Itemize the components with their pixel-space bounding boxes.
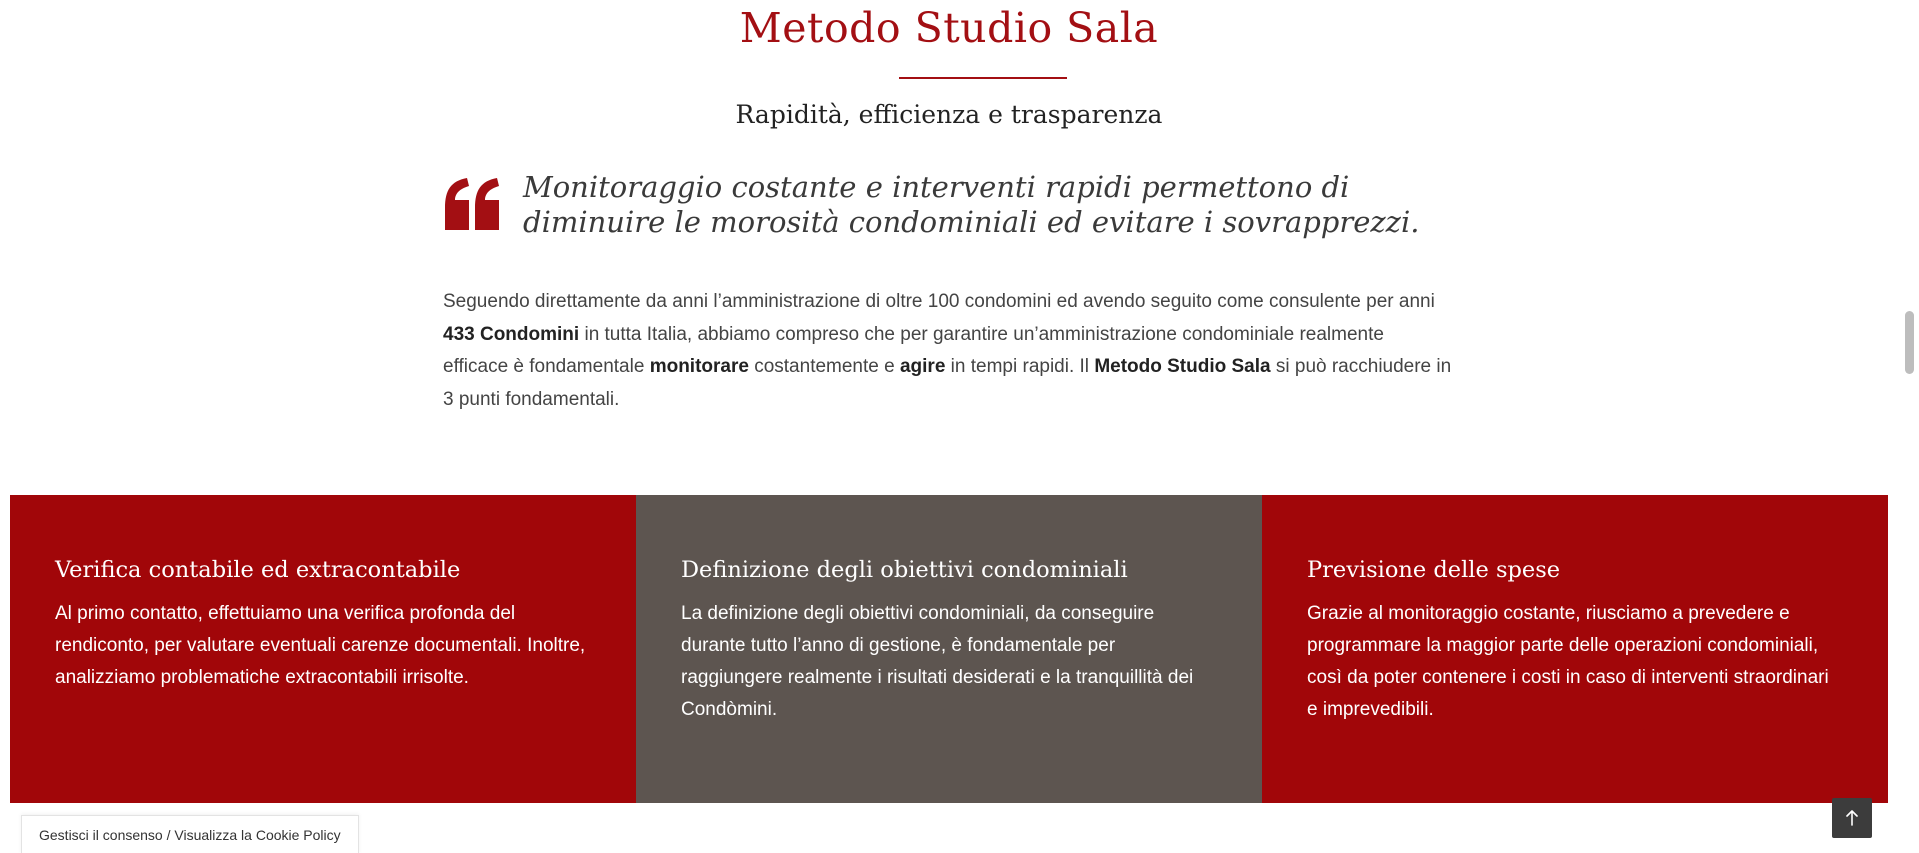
intro-text-2: in tutta Italia, abbiamo compreso che per garantire un’amministrazione condominiale realmente efficace è fondamentale [443,323,1384,377]
intro-bold-monitorare: monitorare [649,356,749,377]
quote-icon [443,178,501,230]
section-title: Metodo Studio Sala [739,4,1159,52]
intro-text-4: in tempi rapidi. Il [945,356,1095,377]
feature-verifica [10,495,636,803]
feature-obiettivi [636,495,1262,803]
quote-block [443,170,1453,250]
intro-text-5: si può racchiudere in 3 punti fondamentali. [443,356,1452,410]
intro-text-3: costantemente e [748,356,900,377]
feature-title: Previsione delle spese [1307,557,1561,583]
title-divider [899,77,1067,79]
intro-text-1: Seguendo direttamente da anni l’amministrazione di oltre 100 condomini ed avendo seguito come consulente per anni [443,291,1435,312]
back-to-top-button[interactable] [1832,798,1872,838]
feature-text: Al primo contatto, effettuiamo una verifica profonda del rendiconto, per valutare eventuali carenze documentali. Inoltre, analizziamo problematiche extracontabili irrisolte. [55,603,586,688]
scrollbar-thumb[interactable] [1905,311,1914,374]
intro-paragraph [443,286,1453,416]
features-row [10,495,1888,803]
section-subtitle: Rapidità, efficienza e trasparenza [735,100,1163,129]
intro-bold-metodo: Metodo Studio Sala [1094,356,1271,377]
intro-bold-condomini: 433 Condomini [443,323,580,345]
cookie-consent-button[interactable]: Gestisci il consenso / Visualizza la Cookie Policy [21,815,359,853]
arrow-up-icon [1845,810,1859,826]
intro-bold-agire: agire [899,356,946,377]
feature-title: Definizione degli obiettivi condominiali [681,557,1128,583]
quote-text: Monitoraggio costante e interventi rapidi permettono di diminuire le morosità condominiali ed evitare i sovrapprezzi. [523,170,1420,239]
feature-title: Verifica contabile ed extracontabile [55,557,461,583]
feature-text: Grazie al monitoraggio costante, riusciamo a prevedere e programmare la maggior parte delle operazioni condominiali, così da poter contenere i costi in caso di interventi straordinari e imprevedibili. [1307,603,1829,720]
feature-previsione [1262,495,1888,803]
feature-text: La definizione degli obiettivi condominiali, da conseguire durante tutto l’anno di gestione, è fondamentale per raggiungere realmente i risultati desiderati e la tranquillità dei Condòmini. [681,603,1194,720]
